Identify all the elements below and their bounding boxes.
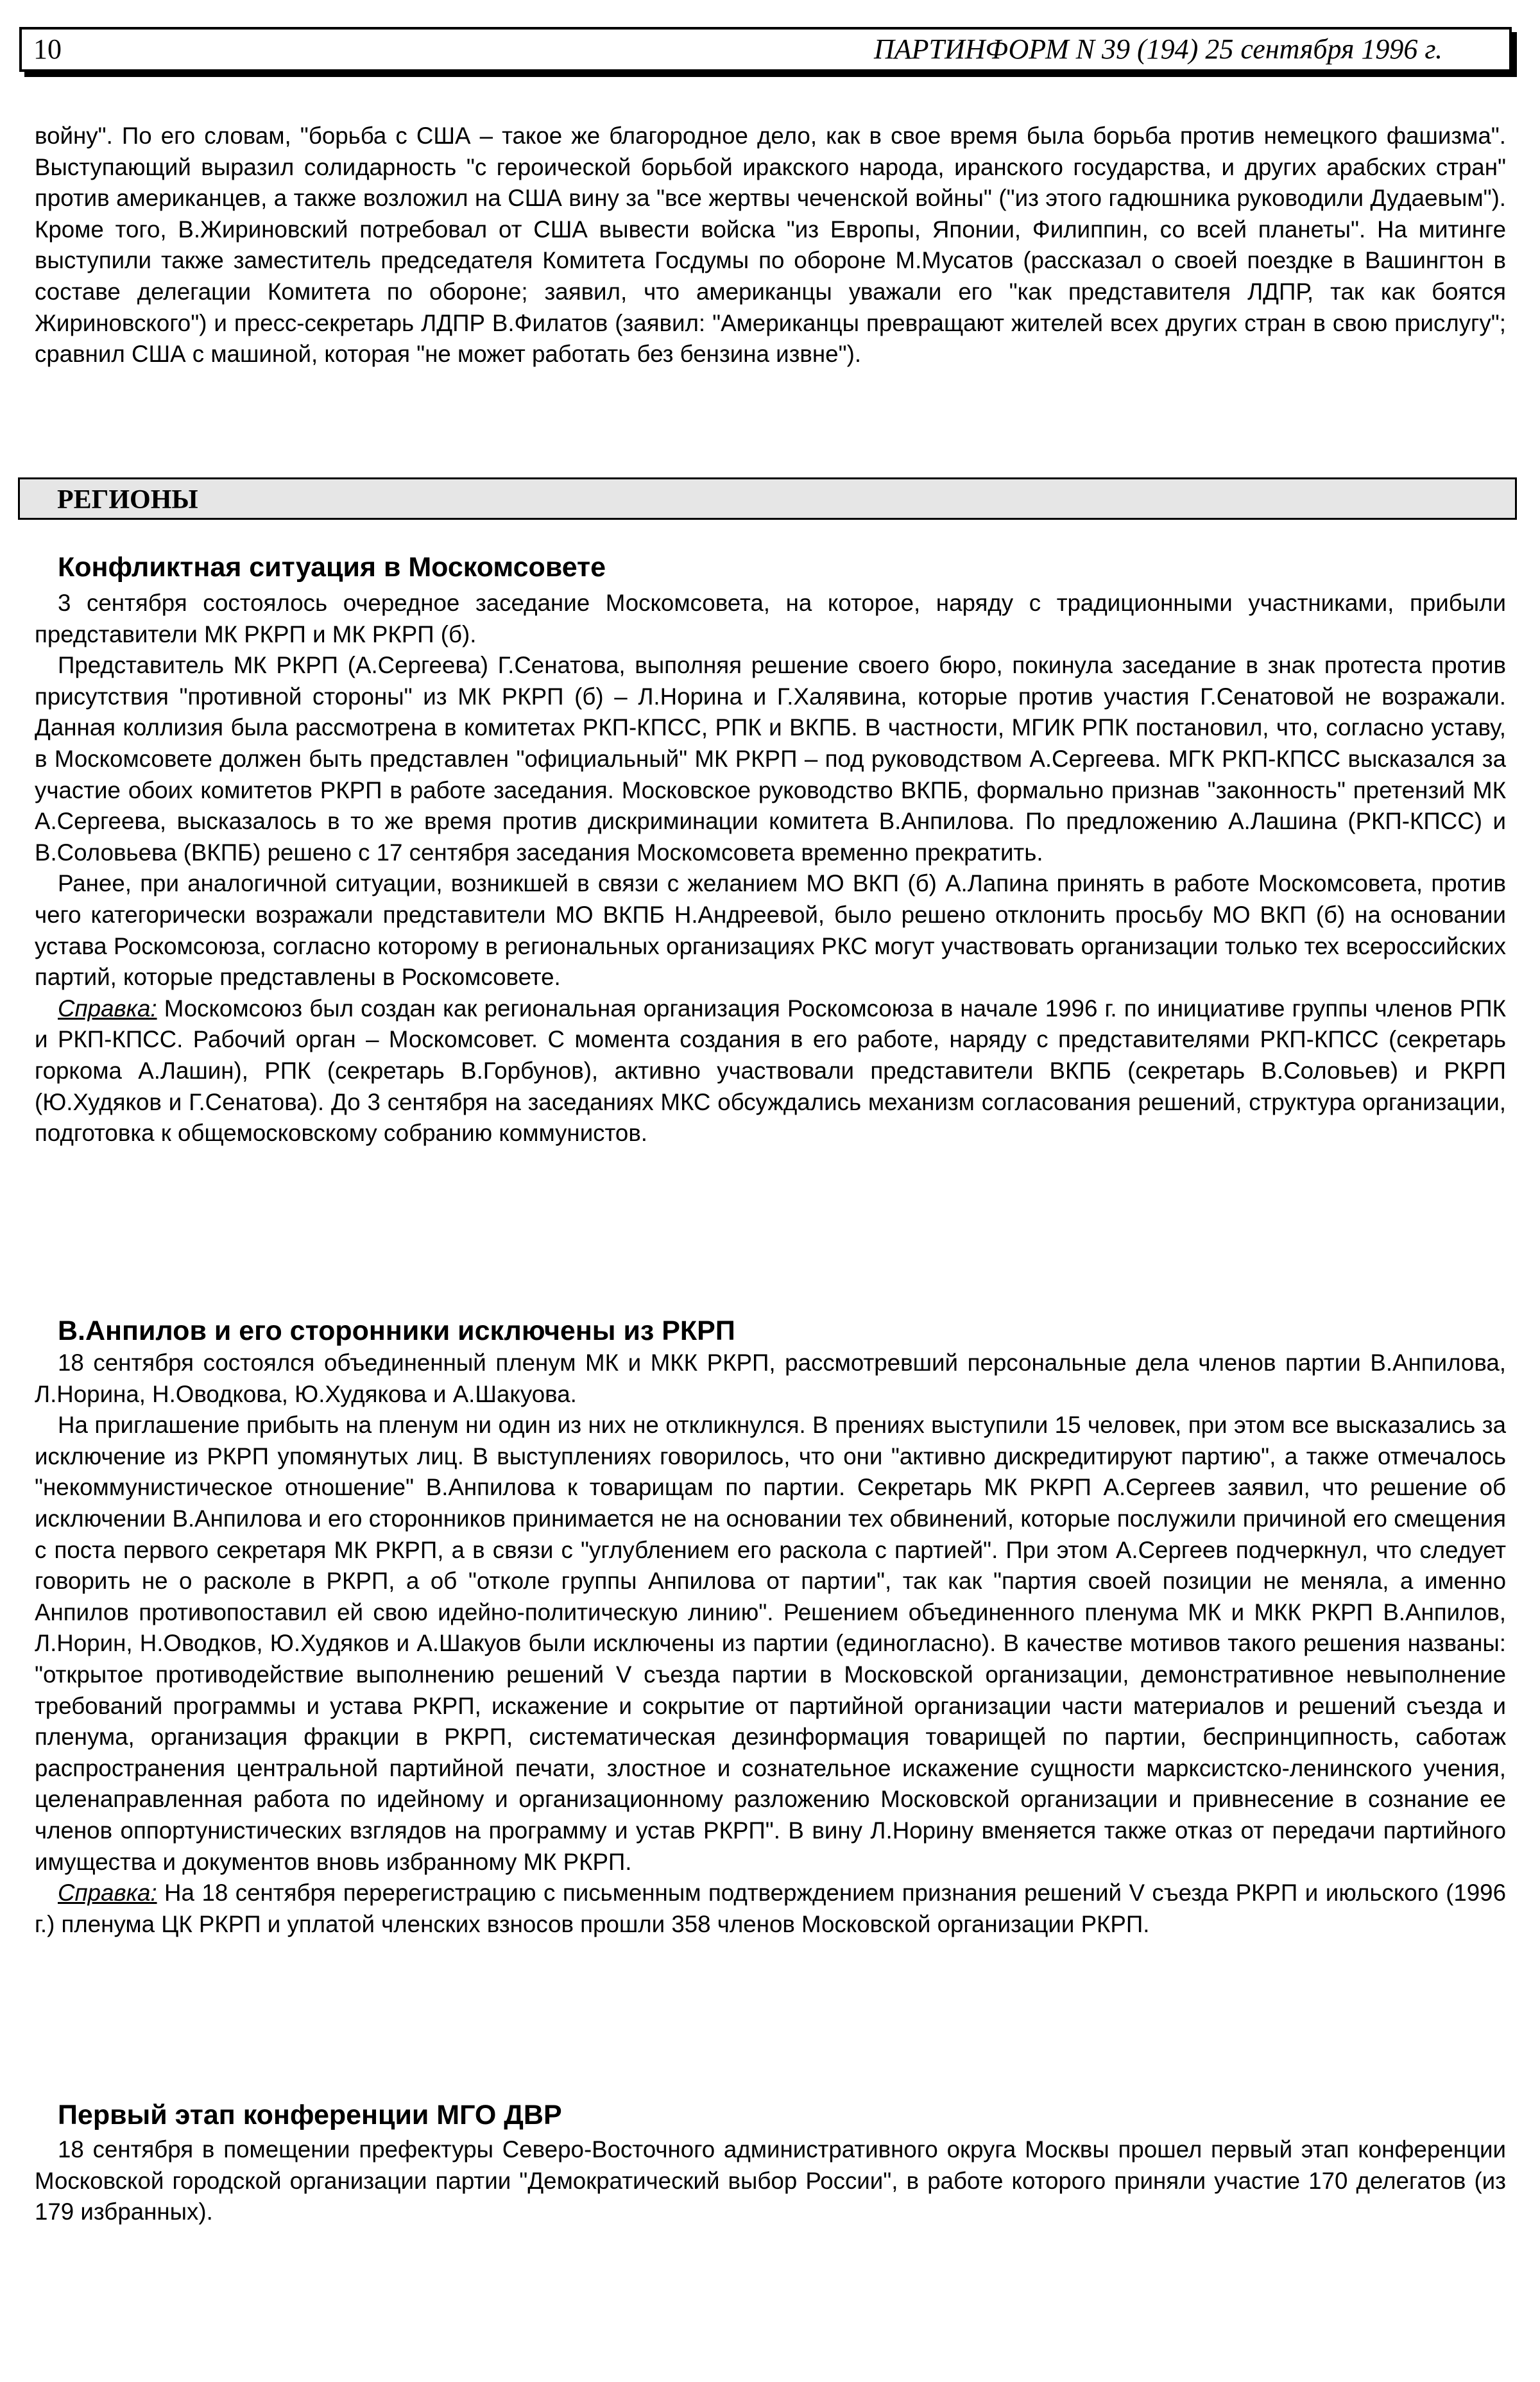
intro-paragraph: войну". По его словам, "борьба с США – такое же благородное дело, как в свое время была борьба против немецкого фашизма". Выступающий выразил солидарность "с героической борьбой иракского народа, иранского государства, и других арабских стран" против американцев, а также возложил на США вину за "все жертвы чеченской войны" ("из этого гадюшника руководили Дудаевым"). Кроме того, В.Жириновский потребовал от США вывести войска "из Европы, Японии, Филиппин, со всей планеты". На митинге выступили также заместитель председателя Комитета Госдумы по обороне М.Мусатов (рассказал о своей поездке в Вашингтон в составе делегации Комитета по обороне; заявил, что американцы уважали его "как представителя ЛДПР, так как боятся Жириновского") и пресс-секретарь ЛДПР В.Филатов (заявил: "Американцы превращают жителей всех других стран в свою прислугу"; сравнил США с машиной, которая "не может работать без бензина извне"). bbox=[35, 123, 1506, 368]
section-header bbox=[18, 477, 1517, 520]
article-paragraph: Представитель МК РКРП (А.Сергеева) Г.Сенатова, выполняя решение своего бюро, покинула заседание в знак протеста против присутствия "противной стороны" из МК РКРП (б) – Л.Норина и Г.Халявина, которые против участия Г.Сенатовой не возражали. Данная коллизия была рассмотрена в комитетах РКП-КПСС, РПК и ВКПБ. В частности, МГИК РПК постановил, что, согласно уставу, в Москомсовете должен быть представлен "официальный" МК РКРП – под руководством А.Сергеева. МГК РКП-КПСС высказался за участие обоих комитетов РКРП в работе заседания. Московское руководство ВКПБ, формально признав "законность" претензий МК А.Сергеева, высказалось в то же время против дискриминации комитета В.Анпилова. По предложению А.Лашина (РКП-КПСС) и В.Соловьева (ВКПБ) решено с 17 сентября заседания Москомсовета временно прекратить. bbox=[35, 652, 1506, 866]
intro-continuation bbox=[35, 121, 1506, 370]
article-paragraph: 3 сентября состоялось очередное заседание Москомсовета, на которое, наряду с традиционными участниками, прибыли представители МК РКРП и МК РКРП (б). bbox=[35, 590, 1506, 647]
publication-title: ПАРТИНФОРМ N 39 (194) 25 сентября 1996 г. bbox=[874, 33, 1442, 65]
article-paragraph: На приглашение прибыть на пленум ни один из них не откликнулся. В прениях выступили 15 человек, при этом все высказались за исключение из РКРП упомянутых лиц. В выступлениях говорилось, что они "активно дискредитируют партию", а также отмечалось "некоммунистическое отношение" В.Анпилова к товарищам по партии. Секретарь МК РКРП А.Сергеев заявил, что решение об исключении В.Анпилова и его сторонников принимается не на основании тех обвинений, которые послужили причиной его смещения с поста первого секретаря МК РКРП, а в связи с "углублением его раскола с партией". При этом А.Сергеев подчеркнул, что следует говорить не о расколе в РКРП, а об "отколе группы Анпилова от партии", так как "партия своей позиции не меняла, а именно Анпилов противопоставил ей свою идейно-политическую линию". Решением объединенного пленума МК и МКК РКРП В.Анпилов, Л.Норин, Н.Оводков, Ю.Худяков и А.Шакуов были исключены из партии (единогласно). В качестве мотивов такого решения названы: "открытое противодействие выполнению решений V съезда партии в Московской организации, демонстративное невыполнение требований программы и устава РКРП, искажение и сокрытие от партийной организации части материалов и решений съезда и пленума, организация фракции в РКРП, систематическая дезинформация товарищей по партии, беспринципность, саботаж распространения центральной партийной печати, злостное и сознательное искажение сущности марксистско-ленинского учения, целенаправленная работа по идейному и организационному разложению Московской организации и привнесение в сознание ее членов оппортунистических взглядов на программу и устав РКРП". В вину Л.Норину вменяется также отказ от передачи партийного имущества и документов вновь избранному МК РКРП. bbox=[35, 1412, 1506, 1875]
article-paragraph: 18 сентября состоялся объединенный пленум МК и МКК РКРП, рассмотревший персональные дела членов партии В.Анпилова, Л.Норина, Н.Оводкова, Ю.Худякова и А.Шакуова. bbox=[35, 1350, 1506, 1407]
article-title-anpilov: В.Анпилов и его сторонники исключены из РКРП bbox=[58, 1315, 735, 1346]
article-body-moskomsovet bbox=[35, 588, 1506, 1149]
article-paragraph: Ранее, при аналогичной ситуации, возникшей в связи с желанием МО ВКП (б) А.Лапина принять в работе Москомсовета, против чего категорически возражали представители МО ВКПБ Н.Андреевой, было решено отклонить просьбу МО ВКП (б) на основании устава Роскомсоюза, согласно которому в региональных организациях РКС могут участвовать организации только тех всероссийских партий, которые представлены в Роскомсовете. bbox=[35, 870, 1506, 991]
reference-label: Справка: bbox=[58, 995, 157, 1022]
page-header bbox=[19, 27, 1512, 72]
reference-note bbox=[35, 1878, 1506, 1940]
reference-label: Справка: bbox=[58, 1880, 157, 1906]
page-number: 10 bbox=[33, 33, 62, 65]
article-body-mgo-dvr bbox=[35, 2134, 1506, 2228]
article-title-mgo-dvr: Первый этап конференции МГО ДВР bbox=[58, 2100, 562, 2130]
reference-text: Москомсоюз был создан как региональная организация Роскомсоюза в начале 1996 г. по инициативе группы членов РПК и РКП-КПСС. Рабочий орган – Москомсовет. С момента создания в его работе, наряду с представителями РКП-КПСС (секретарь горкома А.Лашин), РПК (секретарь В.Горбунов), активно участвовали представители ВКПБ (секретарь В.Соловьев) и РКРП (Ю.Худяков и Г.Сенатова). До 3 сентября на заседаниях МКС обсуждались механизм согласования решений, структура организации, подготовка к общемосковскому собранию коммунистов. bbox=[35, 995, 1506, 1147]
article-title-moskomsovet: Конфликтная ситуация в Москомсовете bbox=[58, 552, 606, 583]
section-label: РЕГИОНЫ bbox=[57, 485, 198, 515]
reference-text: На 18 сентября перерегистрацию с письменным подтверждением признания решений V съезда РКРП и июльского (1996 г.) пленума ЦК РКРП и уплатой членских взносов прошли 358 членов Московской организации РКРП. bbox=[35, 1880, 1506, 1937]
reference-note bbox=[35, 993, 1506, 1149]
article-paragraph: 18 сентября в помещении префектуры Северо-Восточного административного округа Москвы прошел первый этап конференции Московской городской организации партии "Демократический выбор России", в работе которого приняли участие 170 делегатов (из 179 избранных). bbox=[35, 2136, 1506, 2225]
article-body-anpilov bbox=[35, 1348, 1506, 1940]
